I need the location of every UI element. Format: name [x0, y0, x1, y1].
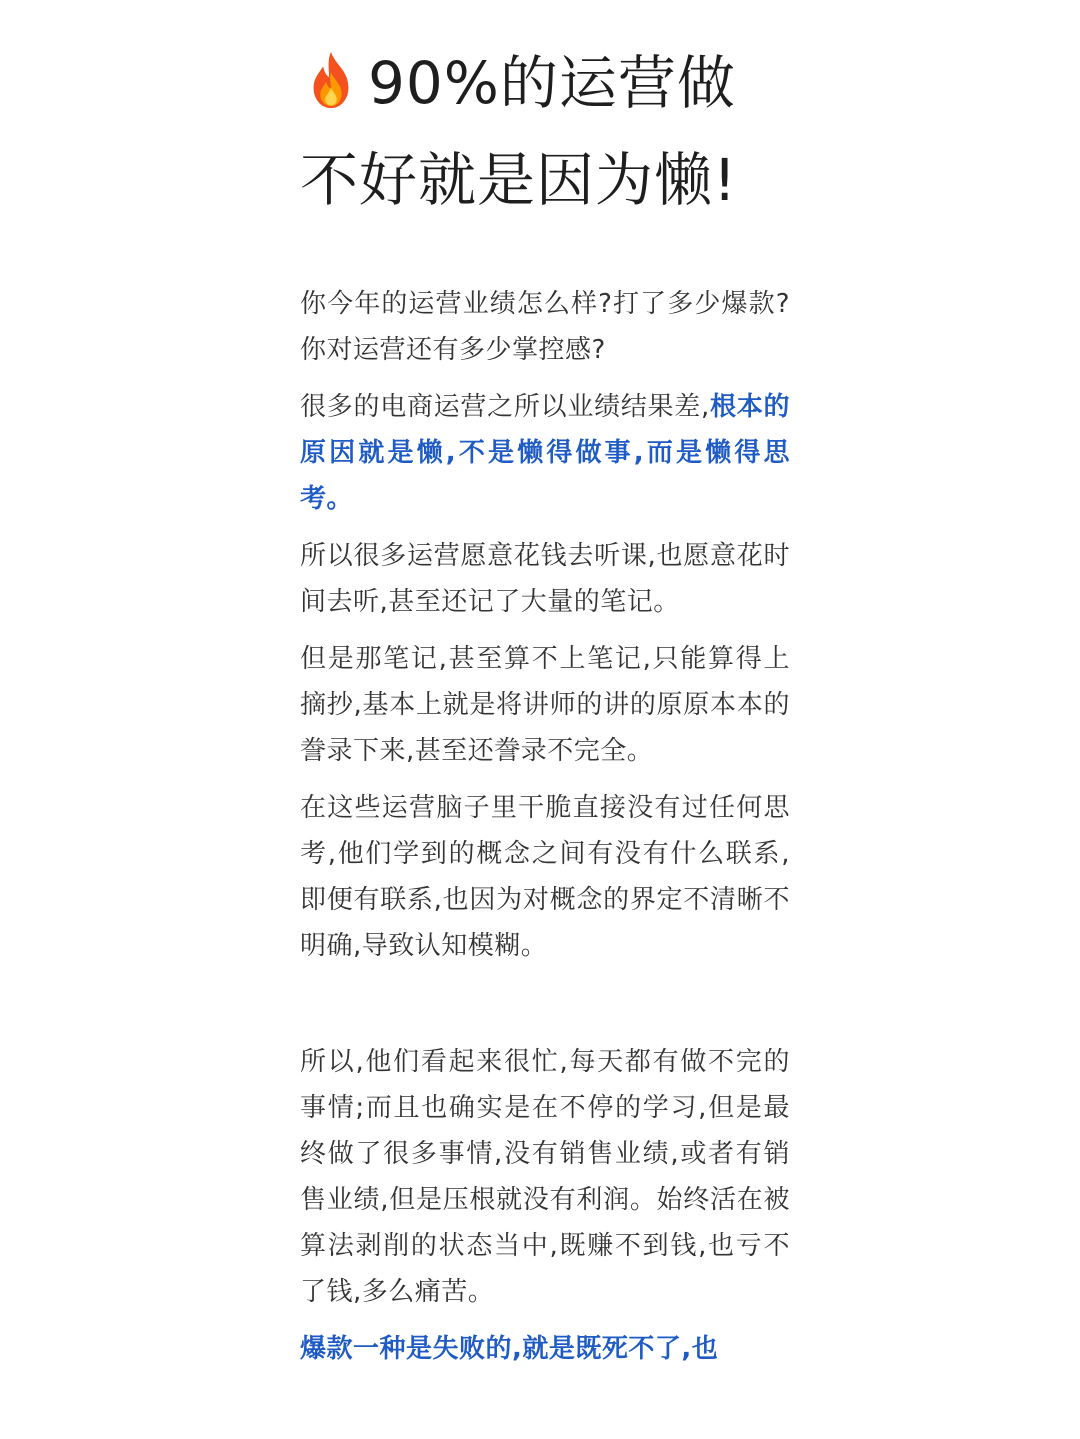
paragraph-3 — [300, 533, 790, 625]
article-body — [300, 281, 790, 1372]
paragraph-2 — [300, 384, 790, 522]
highlighted-text: 根本的原因就是懒,不是懒得做事,而是懒得思考。 — [300, 392, 790, 514]
article — [300, 0, 790, 1383]
paragraph-text: 在这些运营脑子里干脆直接没有过任何思考,他们学到的概念之间有没有什么联系,即便有联系,也因为对概念的界定不清晰不明确,导致认知模糊。 — [300, 793, 790, 961]
paragraph-4 — [300, 636, 790, 774]
paragraph-1 — [300, 281, 790, 373]
paragraph-text: 但是那笔记,甚至算不上笔记,只能算得上摘抄,基本上就是将讲师的讲的原原本本的誊录下来,甚至还誊录不完全。 — [300, 644, 790, 766]
paragraph-7 — [300, 1326, 790, 1372]
paragraph-6 — [300, 1039, 790, 1315]
paragraph-text: 很多的电商运营之所以业绩结果差, — [300, 392, 710, 422]
paragraph-text: 所以很多运营愿意花钱去听课,也愿意花时间去听,甚至还记了大量的笔记。 — [300, 541, 790, 617]
highlighted-text: 爆款一种是失败的,就是既死不了,也 — [300, 1334, 719, 1364]
paragraph-5 — [300, 785, 790, 969]
article-title — [300, 0, 790, 229]
title-text: 90%的运营做不好就是因为懒! — [300, 49, 738, 214]
paragraph-text: 你今年的运营业绩怎么样?打了多少爆款?你对运营还有多少掌控感? — [300, 289, 790, 365]
paragraph-text: 所以,他们看起来很忙,每天都有做不完的事情;而且也确实是在不停的学习,但是最终做了很多事情,没有销售业绩,或者有销售业绩,但是压根就没有利润。始终活在被算法剥削的状态当中,既赚不到钱,也亏不了钱,多么痛苦。 — [300, 1047, 790, 1307]
fire-icon — [300, 49, 362, 111]
